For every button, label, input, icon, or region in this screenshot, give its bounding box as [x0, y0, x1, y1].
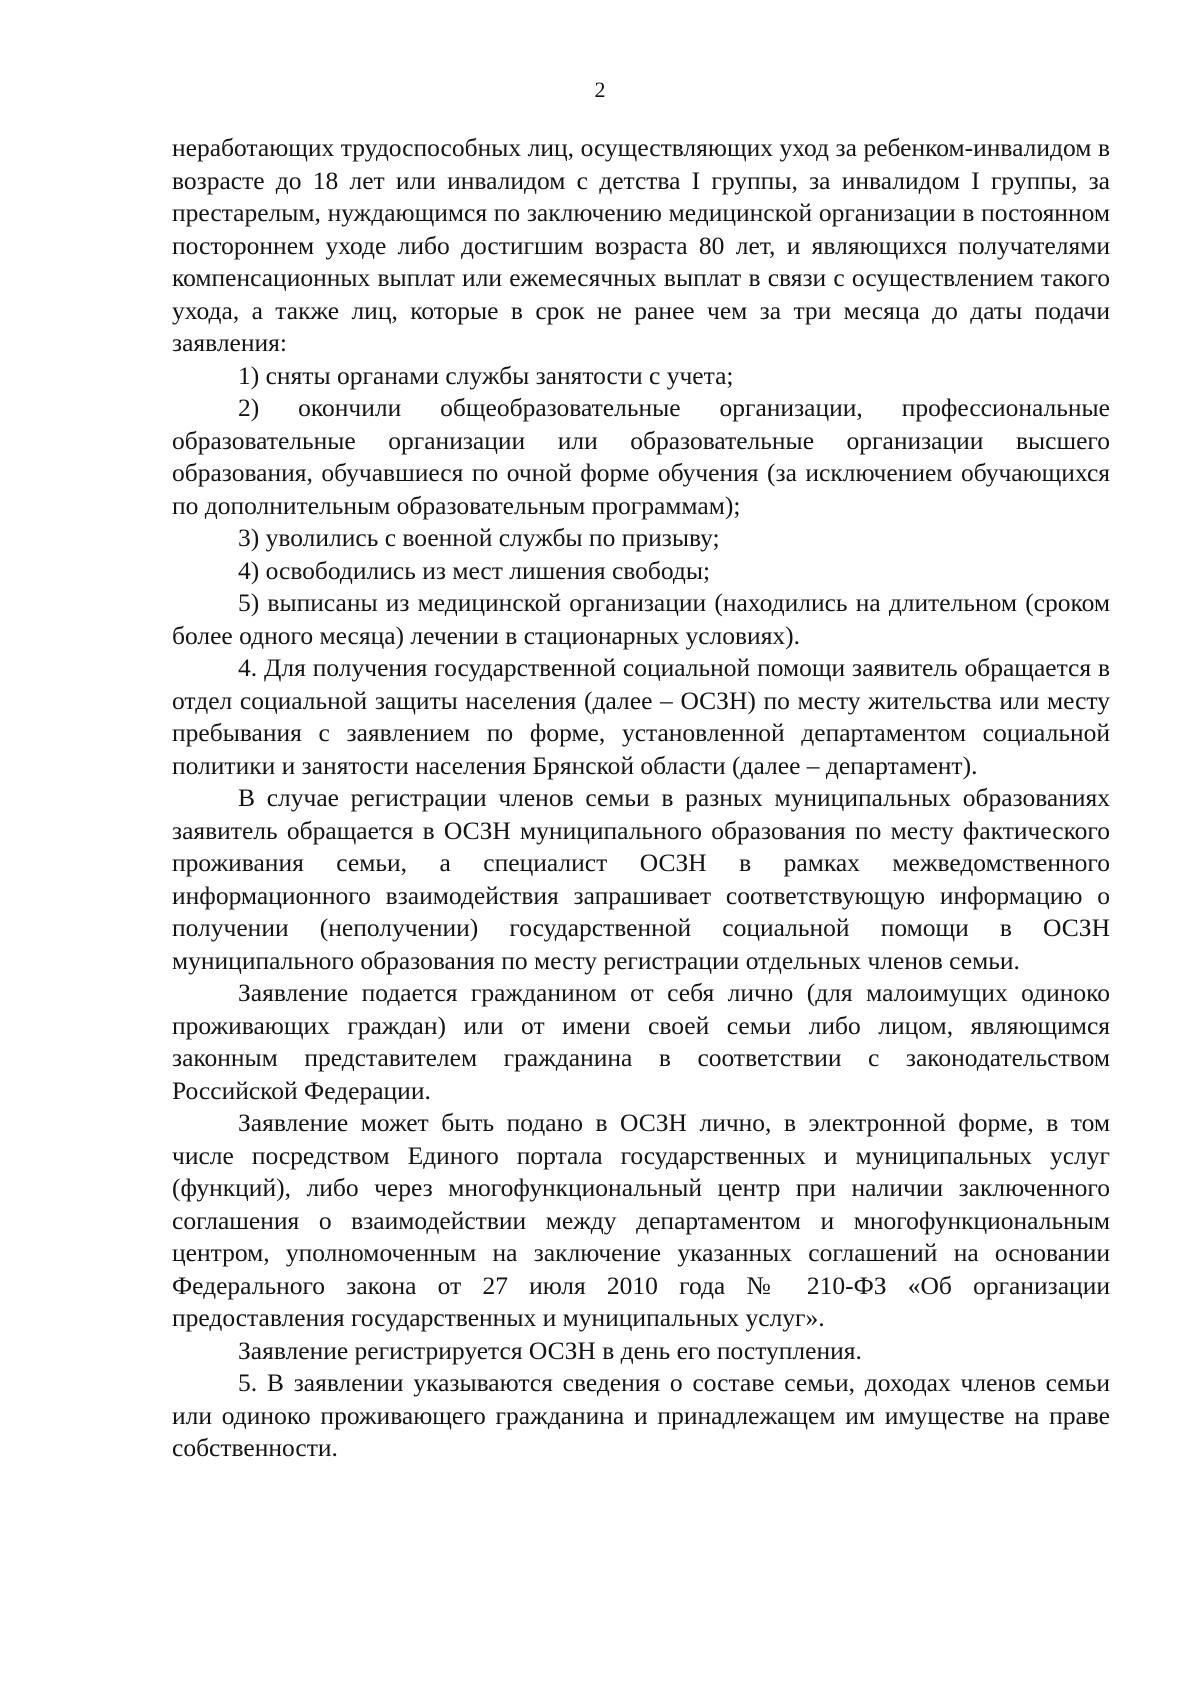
list-item-3: 3) уволились с военной службы по призыву;: [238, 523, 720, 552]
application-submission-paragraph: Заявление подается гражданином от себя лично (для малоимущих одиноко проживающих граждан) или от имени своей семьи либо лицом, являющимся законным представителем гражданина в соответствии с законодательством Российской Федерации.: [172, 978, 1110, 1105]
registration-paragraph: В случае регистрации членов семьи в разных муниципальных образованиях заявитель обращается в ОСЗН муниципального образования по месту фактического проживания семьи, а специалист ОСЗН в рамках межведомственного информационного взаимодействия запрашивает соответствующую информацию о получении (неполучении) государственной социальной помощи в ОСЗН муниципального образования по месту регистрации отдельных членов семьи.: [172, 783, 1110, 975]
paragraph-intro-continuation: неработающих трудоспособных лиц, осуществляющих уход за ребенком-инвалидом в возрасте до 18 лет или инвалидом с детства I группы, за инвалидом I группы, за престарелым, нуждающимся по заключению медицинской организации в постоянном постороннем уходе либо достигшим возраста 80 лет, и являющихся получателями компенсационных выплат или ежемесячных выплат в связи с осуществлением такого ухода, а также лиц, которые в срок не ранее чем за три месяца до даты подачи заявления:: [172, 133, 1110, 357]
page-number: 2: [594, 77, 606, 102]
section-4-paragraph: 4. Для получения государственной социальной помощи заявитель обращается в отдел социальной защиты населения (далее – ОСЗН) по месту жительства или месту пребывания с заявлением по форме, установленной департаментом социальной политики и занятости населения Брянской области (далее – департамент).: [172, 653, 1110, 780]
list-item-2: 2) окончили общеобразовательные организации, профессиональные образовательные организации или образовательные организации высшего образования, обучавшиеся по очной форме обучения (за исключением обучающихся по дополнительным образовательным программам);: [172, 393, 1110, 520]
list-item-4: 4) освободились из мест лишения свободы;: [238, 555, 711, 585]
application-registration-paragraph: Заявление регистрируется ОСЗН в день его поступления.: [238, 1335, 862, 1365]
list-item-1: 1) сняты органами службы занятости с учета;: [238, 360, 734, 390]
application-methods-paragraph: Заявление может быть подано в ОСЗН лично, в электронной форме, в том числе посредством Единого портала государственных и муниципальных услуг (функций), либо через многофункциональный центр при наличии заключенного соглашения о взаимодействии между департаментом и многофункциональным центром, уполномоченным на заключение указанных соглашений на основании Федерального закона от 27 июля 2010 года № 210-ФЗ «Об организации предоставления государственных и муниципальных услуг».: [172, 1108, 1110, 1332]
section-5-paragraph: 5. В заявлении указываются сведения о составе семьи, доходах членов семьи или одиноко проживающего гражданина и принадлежащем им имуществе на праве собственности.: [172, 1368, 1110, 1462]
document-body: [172, 132, 1110, 1465]
list-item-5: 5) выписаны из медицинской организации (находились на длительном (сроком более одного месяца) лечении в стационарных условиях).: [172, 588, 1110, 650]
